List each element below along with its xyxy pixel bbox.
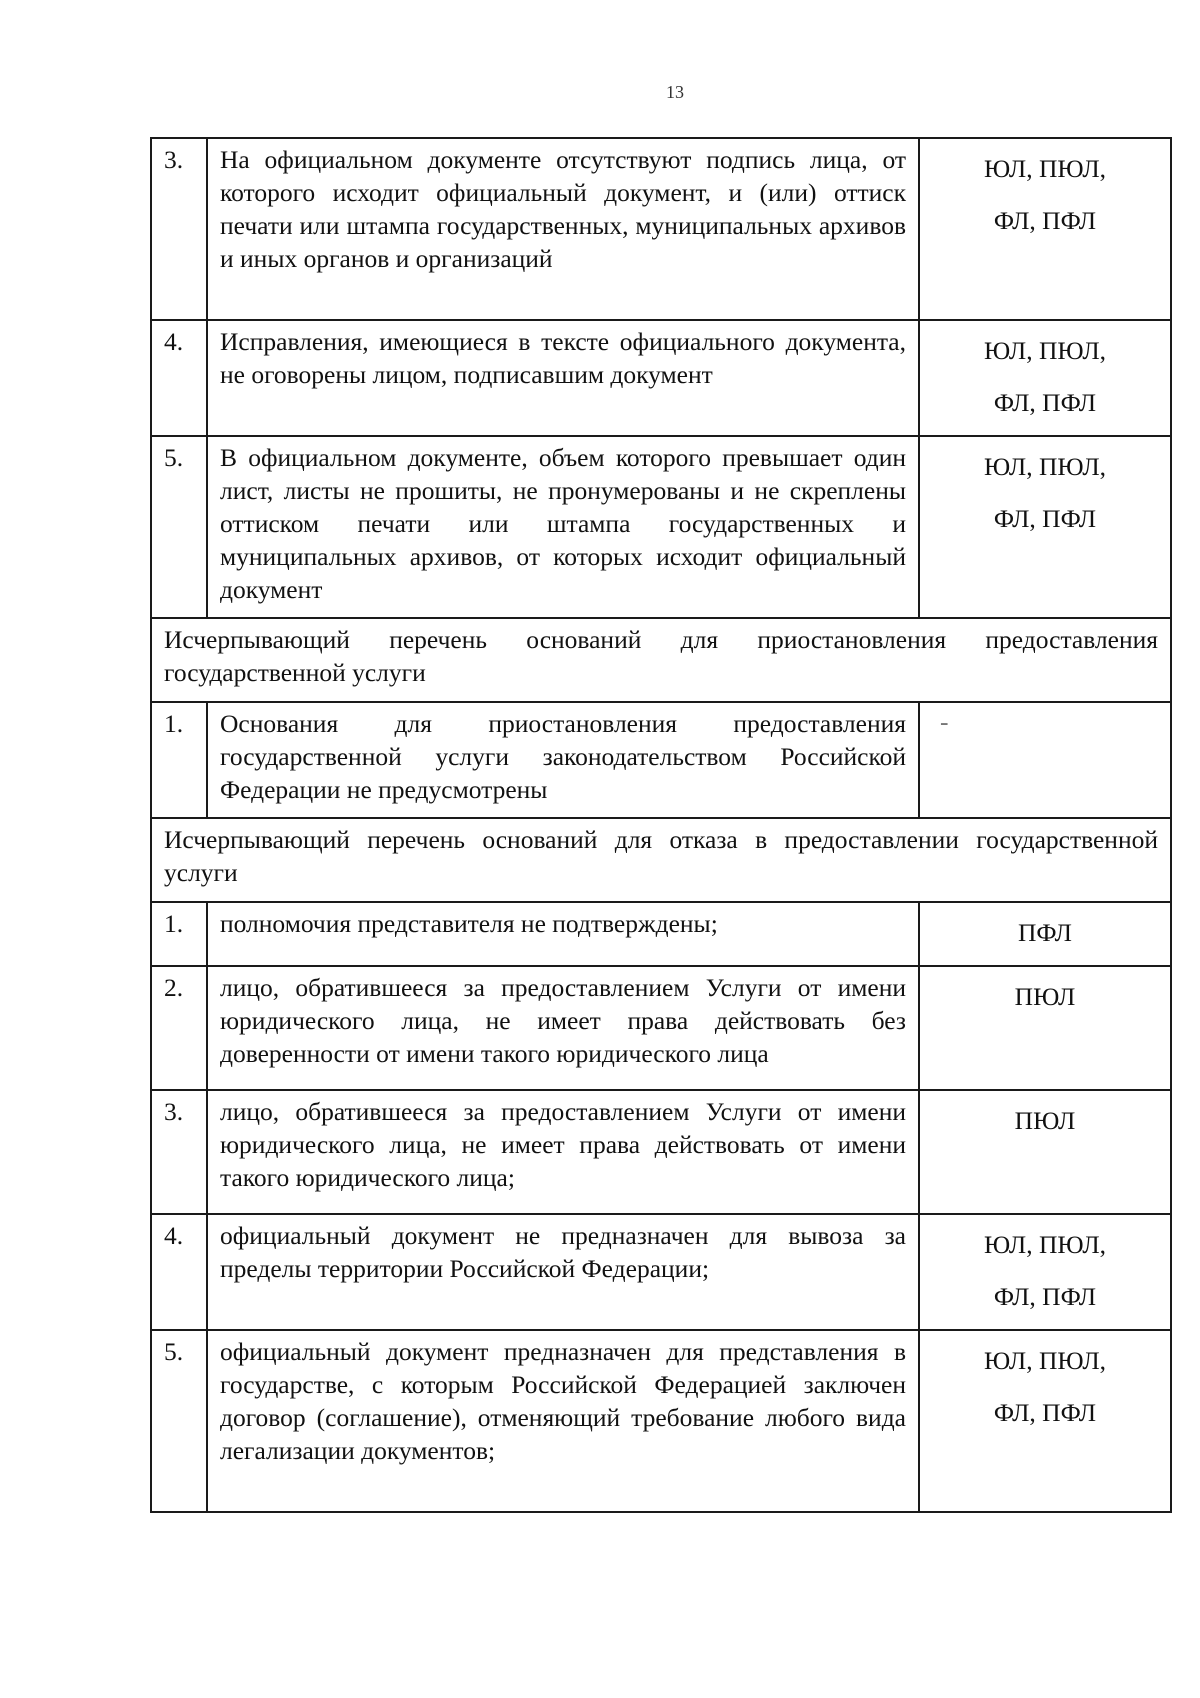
applicant-category-line: ФЛ, ПФЛ <box>993 388 1097 417</box>
row-number: 1. <box>151 702 207 818</box>
section-heading-row <box>151 618 1171 702</box>
table-row <box>151 702 1171 818</box>
row-number: 5. <box>151 1330 207 1512</box>
row-description: лицо, обратившееся за предоставлением Услуги от имени юридического лица, не имеет права действовать без доверенности от имени такого юридического лица <box>207 966 919 1090</box>
applicant-category-line: ФЛ, ПФЛ <box>993 206 1097 235</box>
row-number: 2. <box>151 966 207 1090</box>
row-description: официальный документ не предназначен для вывоза за пределы территории Российской Федерации; <box>207 1214 919 1330</box>
table-row <box>151 138 1171 320</box>
section-heading: Исчерпывающий перечень оснований для отказа в предоставлении государственной услуги <box>151 818 1171 902</box>
applicant-category-line: ФЛ, ПФЛ <box>993 1282 1097 1311</box>
row-applicant-category <box>919 138 1171 320</box>
row-applicant-category <box>919 1090 1171 1214</box>
row-number: 3. <box>151 1090 207 1214</box>
applicant-category-line: ЮЛ, ПЮЛ, <box>983 154 1106 183</box>
applicant-category-line: ПЮЛ <box>1014 982 1076 1011</box>
applicant-category-line: ФЛ, ПФЛ <box>993 504 1097 533</box>
row-applicant-category <box>919 966 1171 1090</box>
table-row <box>151 1214 1171 1330</box>
page-number: 13 <box>666 82 684 102</box>
row-description: лицо, обратившееся за предоставлением Услуги от имени юридического лица, не имеет права действовать от имени такого юридического лица; <box>207 1090 919 1214</box>
table-row <box>151 320 1171 436</box>
row-description: В официальном документе, объем которого превышает один лист, листы не прошиты, не пронумерованы и не скреплены оттиском печати или штампа государственных и муниципальных архивов, от которых исходит официальный документ <box>207 436 919 618</box>
applicant-category-line: ЮЛ, ПЮЛ, <box>983 1346 1106 1375</box>
applicant-category-line: ПФЛ <box>1018 918 1072 947</box>
applicant-category-line: ЮЛ, ПЮЛ, <box>983 452 1106 481</box>
row-number: 1. <box>151 902 207 966</box>
row-description: На официальном документе отсутствуют подпись лица, от которого исходит официальный документ, и (или) оттиск печати или штампа государственных, муниципальных архивов и иных органов и организаций <box>207 138 919 320</box>
row-number: 4. <box>151 320 207 436</box>
section-heading-row <box>151 818 1171 902</box>
row-applicant-category <box>919 1214 1171 1330</box>
row-applicant-category <box>919 902 1171 966</box>
table-row <box>151 902 1171 966</box>
table-row <box>151 1330 1171 1512</box>
applicant-category-line: ПЮЛ <box>1014 1106 1076 1135</box>
row-description: Исправления, имеющиеся в тексте официального документа, не оговорены лицом, подписавшим документ <box>207 320 919 436</box>
row-applicant-category <box>919 702 1171 818</box>
row-applicant-category <box>919 436 1171 618</box>
row-number: 5. <box>151 436 207 618</box>
applicant-category-line: - <box>940 707 949 736</box>
row-description: официальный документ предназначен для представления в государстве, с которым Российской Федерацией заключен договор (соглашение), отменяющий требование любого вида легализации документов; <box>207 1330 919 1512</box>
row-number: 4. <box>151 1214 207 1330</box>
table-row <box>151 436 1171 618</box>
table-row <box>151 1090 1171 1214</box>
grounds-table <box>150 137 1172 1513</box>
row-applicant-category <box>919 1330 1171 1512</box>
row-number: 3. <box>151 138 207 320</box>
table-row <box>151 966 1171 1090</box>
row-description: Основания для приостановления предоставления государственной услуги законодательством Российской Федерации не предусмотрены <box>207 702 919 818</box>
applicant-category-line: ЮЛ, ПЮЛ, <box>983 1230 1106 1259</box>
row-applicant-category <box>919 320 1171 436</box>
applicant-category-line: ФЛ, ПФЛ <box>993 1398 1097 1427</box>
row-description: полномочия представителя не подтверждены; <box>207 902 919 966</box>
section-heading: Исчерпывающий перечень оснований для приостановления предоставления государственной услуги <box>151 618 1171 702</box>
applicant-category-line: ЮЛ, ПЮЛ, <box>983 336 1106 365</box>
